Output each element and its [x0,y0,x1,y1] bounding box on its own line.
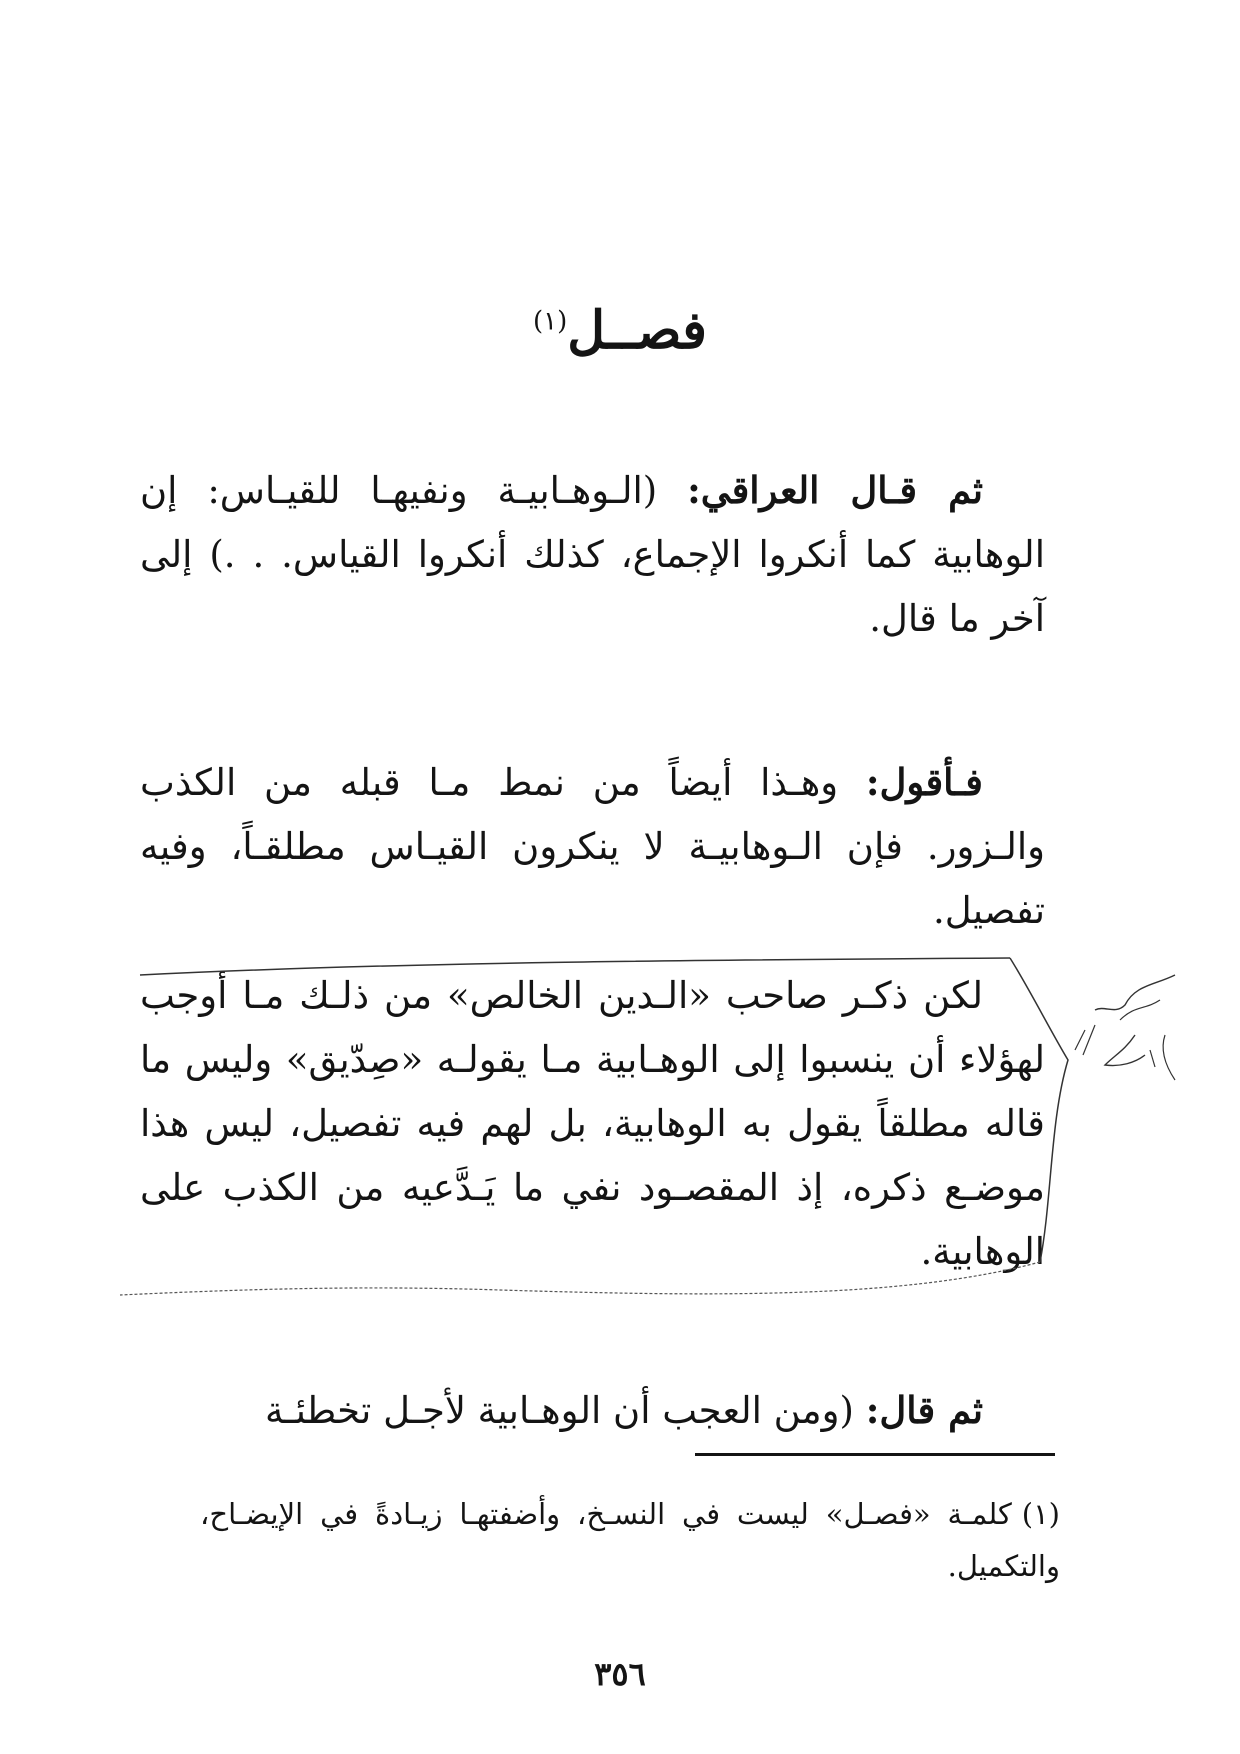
footnote-mark: (١) [1021,1497,1060,1531]
paragraph-4 [140,1378,1045,1443]
footnote-reference: (١) [532,306,568,337]
paragraph-4-lead: ثم قال: [865,1388,983,1432]
handwritten-margin-note [1065,955,1195,1095]
section-title: فصــل [567,300,708,361]
paragraph-1 [140,458,1045,651]
paragraph-2-lead: فـأقول: [865,760,983,804]
paragraph-4-text: (ومن العجب أن الوهـابية لأجـل تخطئـة [264,1389,866,1432]
paragraph-3-text: لكن ذكـر صاحب «الـدين الخالص» من ذلـك مـا أوجب لهؤلاء أن ينسبوا إلى الوهـابية مـا يقولـه «صِدّيق» وليس ما قاله مطلقاً يقول به الوهابية، بل لهم فيه تفصيل، ليس هذا موضـع ذكره، إذ المقصـود نفي ما يَـدَّعيه من الكذب على الوهابية. [140,974,1045,1273]
footnote [200,1488,1060,1592]
page-number: ٣٥٦ [594,1655,646,1693]
section-heading [0,300,1240,361]
paragraph-2 [140,750,1045,943]
paragraph-1-text: (الـوهـابيـة ونفيهـا للقيـاس: إن الوهابية كما أنكروا الإجماع، كذلك أنكروا القياس. . .) إلى آخر ما قال. [140,469,1045,640]
paragraph-3 [140,964,1045,1284]
paragraph-2-text: وهـذا أيضاً من نمط مـا قبله من الكذب والـزور. فإن الـوهابيـة لا ينكرون القيـاس مطلقـاً، وفيه تفصيل. [140,761,1045,932]
footnote-text: كلمـة «فصـل» ليست في النسـخ، وأضفتهـا زيـادةً في الإيضـاح، والتكميل. [200,1497,1060,1583]
paragraph-1-lead: ثم قـال العراقي: [687,468,983,512]
footnote-separator [695,1453,1055,1456]
